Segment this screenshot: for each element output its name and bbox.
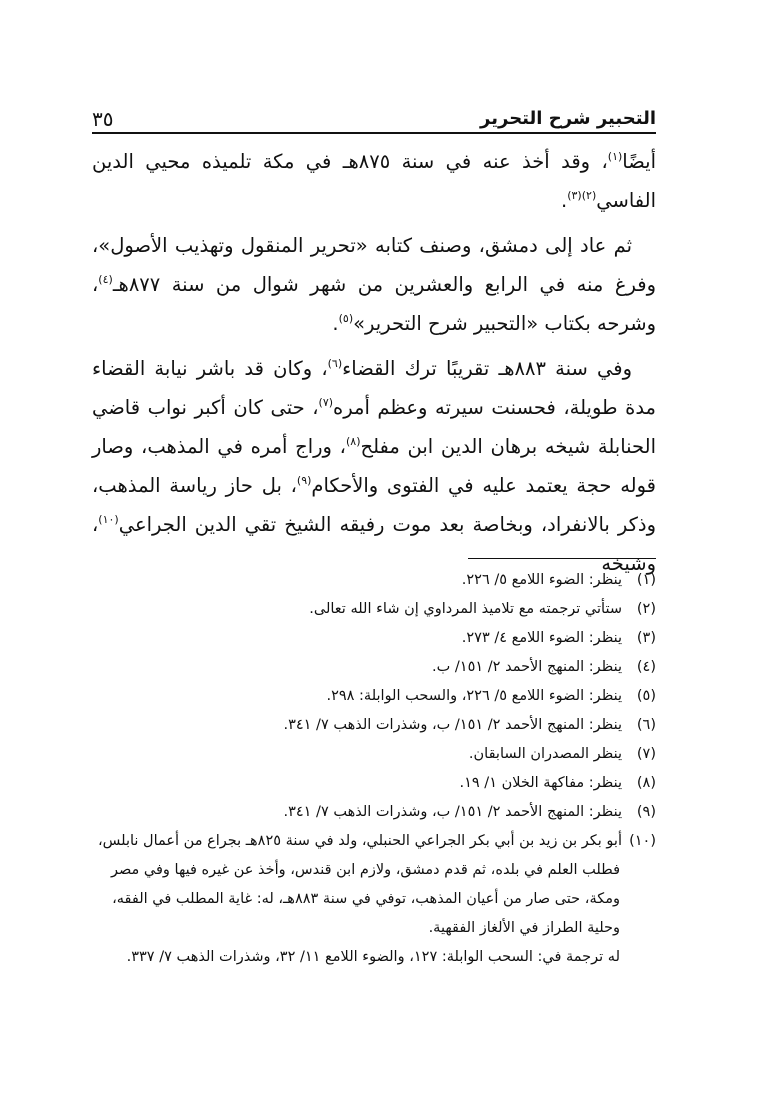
text-span: ، وشيخه [92,513,656,575]
footnote-item [92,711,656,740]
text-span: ، وشرحه بكتاب «التحبير شرح التحرير» [92,273,656,335]
text-span: أيضًا [622,150,656,173]
footnote-ref: (٦) [327,357,343,370]
footnote-text: ينظر: الضوء اللامع ٤/ ٢٧٣. [461,630,622,646]
footnote-item [92,653,656,682]
footnote-ref: (١٠) [98,513,119,526]
main-text [92,142,656,589]
footnote-number: (٨) [636,775,656,791]
footnote-text: ستأتي ترجمته مع تلاميذ المرداوي إن شاء الله تعالى. [309,601,622,617]
footnote-text: ينظر: الضوء اللامع ٥/ ٢٢٦. [461,572,622,588]
footnote-number: (٤) [636,659,656,675]
footnote-ref: (٨) [345,435,361,448]
footnote-number: (٧) [636,746,656,762]
footnote-number: (٩) [636,804,656,820]
footnote-text: ينظر: المنهج الأحمد ٢/ ١٥١/ ب، وشذرات الذهب ٧/ ٣٤١. [283,717,622,733]
footnote-item [92,827,656,856]
footnote-item [92,740,656,769]
footnote-text: ينظر: المنهج الأحمد ٢/ ١٥١/ ب. [432,659,622,675]
footnote-ref: (١) [607,150,623,163]
paragraph-1 [92,142,656,220]
footnote-number: (٢) [636,601,656,617]
text-span: ، وقد أخذ عنه في سنة ٨٧٥هـ في مكة تلميذه محيي الدين الفاسي [92,150,656,212]
text-span: ، بل حاز رياسة المذهب، وذكر بالانفراد، وبخاصة بعد موت رفيقه الشيخ تقي الدين الجراعي [92,474,656,536]
footnote-ref: (٤) [98,273,113,286]
footnote-item [92,624,656,653]
footnote-continuation: ومكة، حتى صار من أعيان المذهب، توفي في سنة ٨٨٣هـ، له: غاية المطلب في الفقه، [112,891,620,907]
footnote-number: (١) [636,572,656,588]
footnote-number: (٦) [636,717,656,733]
footnote-ref: (٧) [318,396,334,409]
text-span: . [332,312,339,335]
footnote-continuation: له ترجمة في: السحب الوابلة: ١٢٧، والضوء اللامع ١١/ ٣٢، وشذرات الذهب ٧/ ٣٣٧. [126,949,620,965]
footnote-number: (٥) [636,688,656,704]
footnote-text: ينظر: مفاكهة الخلان ١/ ١٩. [459,775,622,791]
paragraph-3 [92,349,656,583]
footnote-item [92,566,656,595]
running-title: التحبير شرح التحرير [480,108,656,129]
page-header [92,96,656,130]
footnote-item [92,798,656,827]
footnote-item [92,682,656,711]
footnote-number: (٣) [636,630,656,646]
footnote-text: أبو بكر بن زيد بن أبي بكر الجراعي الحنبلي، ولد في سنة ٨٢٥هـ بجراع من أعمال نابلس، [97,833,622,849]
footnote-continuation: وحلية الطراز في الألغاز الفقهية. [428,920,620,936]
paragraph-2 [92,226,656,343]
text-span: ، وراج أمره في المذهب، وصار قوله حجة يعتمد عليه في الفتوى والأحكام [92,435,656,497]
header-rule [92,132,656,134]
footnote-number: (١٠) [629,833,656,849]
footnote-item [92,595,656,624]
text-span: وفي سنة ٨٨٣هـ تقريبًا ترك القضاء [342,357,632,380]
footnote-ref: (٢)(٣) [567,189,597,202]
footnote-ref: (٩) [296,474,312,487]
footnotes [92,566,656,972]
text-span: . [561,189,568,212]
page-number: ٣٥ [92,107,114,131]
footnote-text: ينظر المصدران السابقان. [468,746,622,762]
footnote-ref: (٥) [338,312,354,325]
footnote-separator [468,558,656,559]
text-span: ثم عاد إلى دمشق، وصنف كتابه «تحرير المنقول وتهذيب الأصول»، وفرغ منه في الرابع والعشرين من شهر شوال من سنة ٨٧٧هـ [92,234,656,296]
footnote-text: ينظر: المنهج الأحمد ٢/ ١٥١/ ب، وشذرات الذهب ٧/ ٣٤١. [283,804,622,820]
footnote-continuation: فطلب العلم في بلده، ثم قدم دمشق، ولازم ابن قندس، وأخذ عن غيره فيها وفي مصر [110,862,620,878]
footnote-text: ينظر: الضوء اللامع ٥/ ٢٢٦، والسحب الوابلة: ٢٩٨. [326,688,622,704]
text-span: ، وكان قد باشر نيابة القضاء مدة طويلة، فحسنت سيرته وعظم أمره [92,357,657,419]
footnote-item [92,769,656,798]
text-span: ، حتى كان أكبر نواب قاضي الحنابلة شيخه برهان الدين ابن مفلح [92,396,656,458]
